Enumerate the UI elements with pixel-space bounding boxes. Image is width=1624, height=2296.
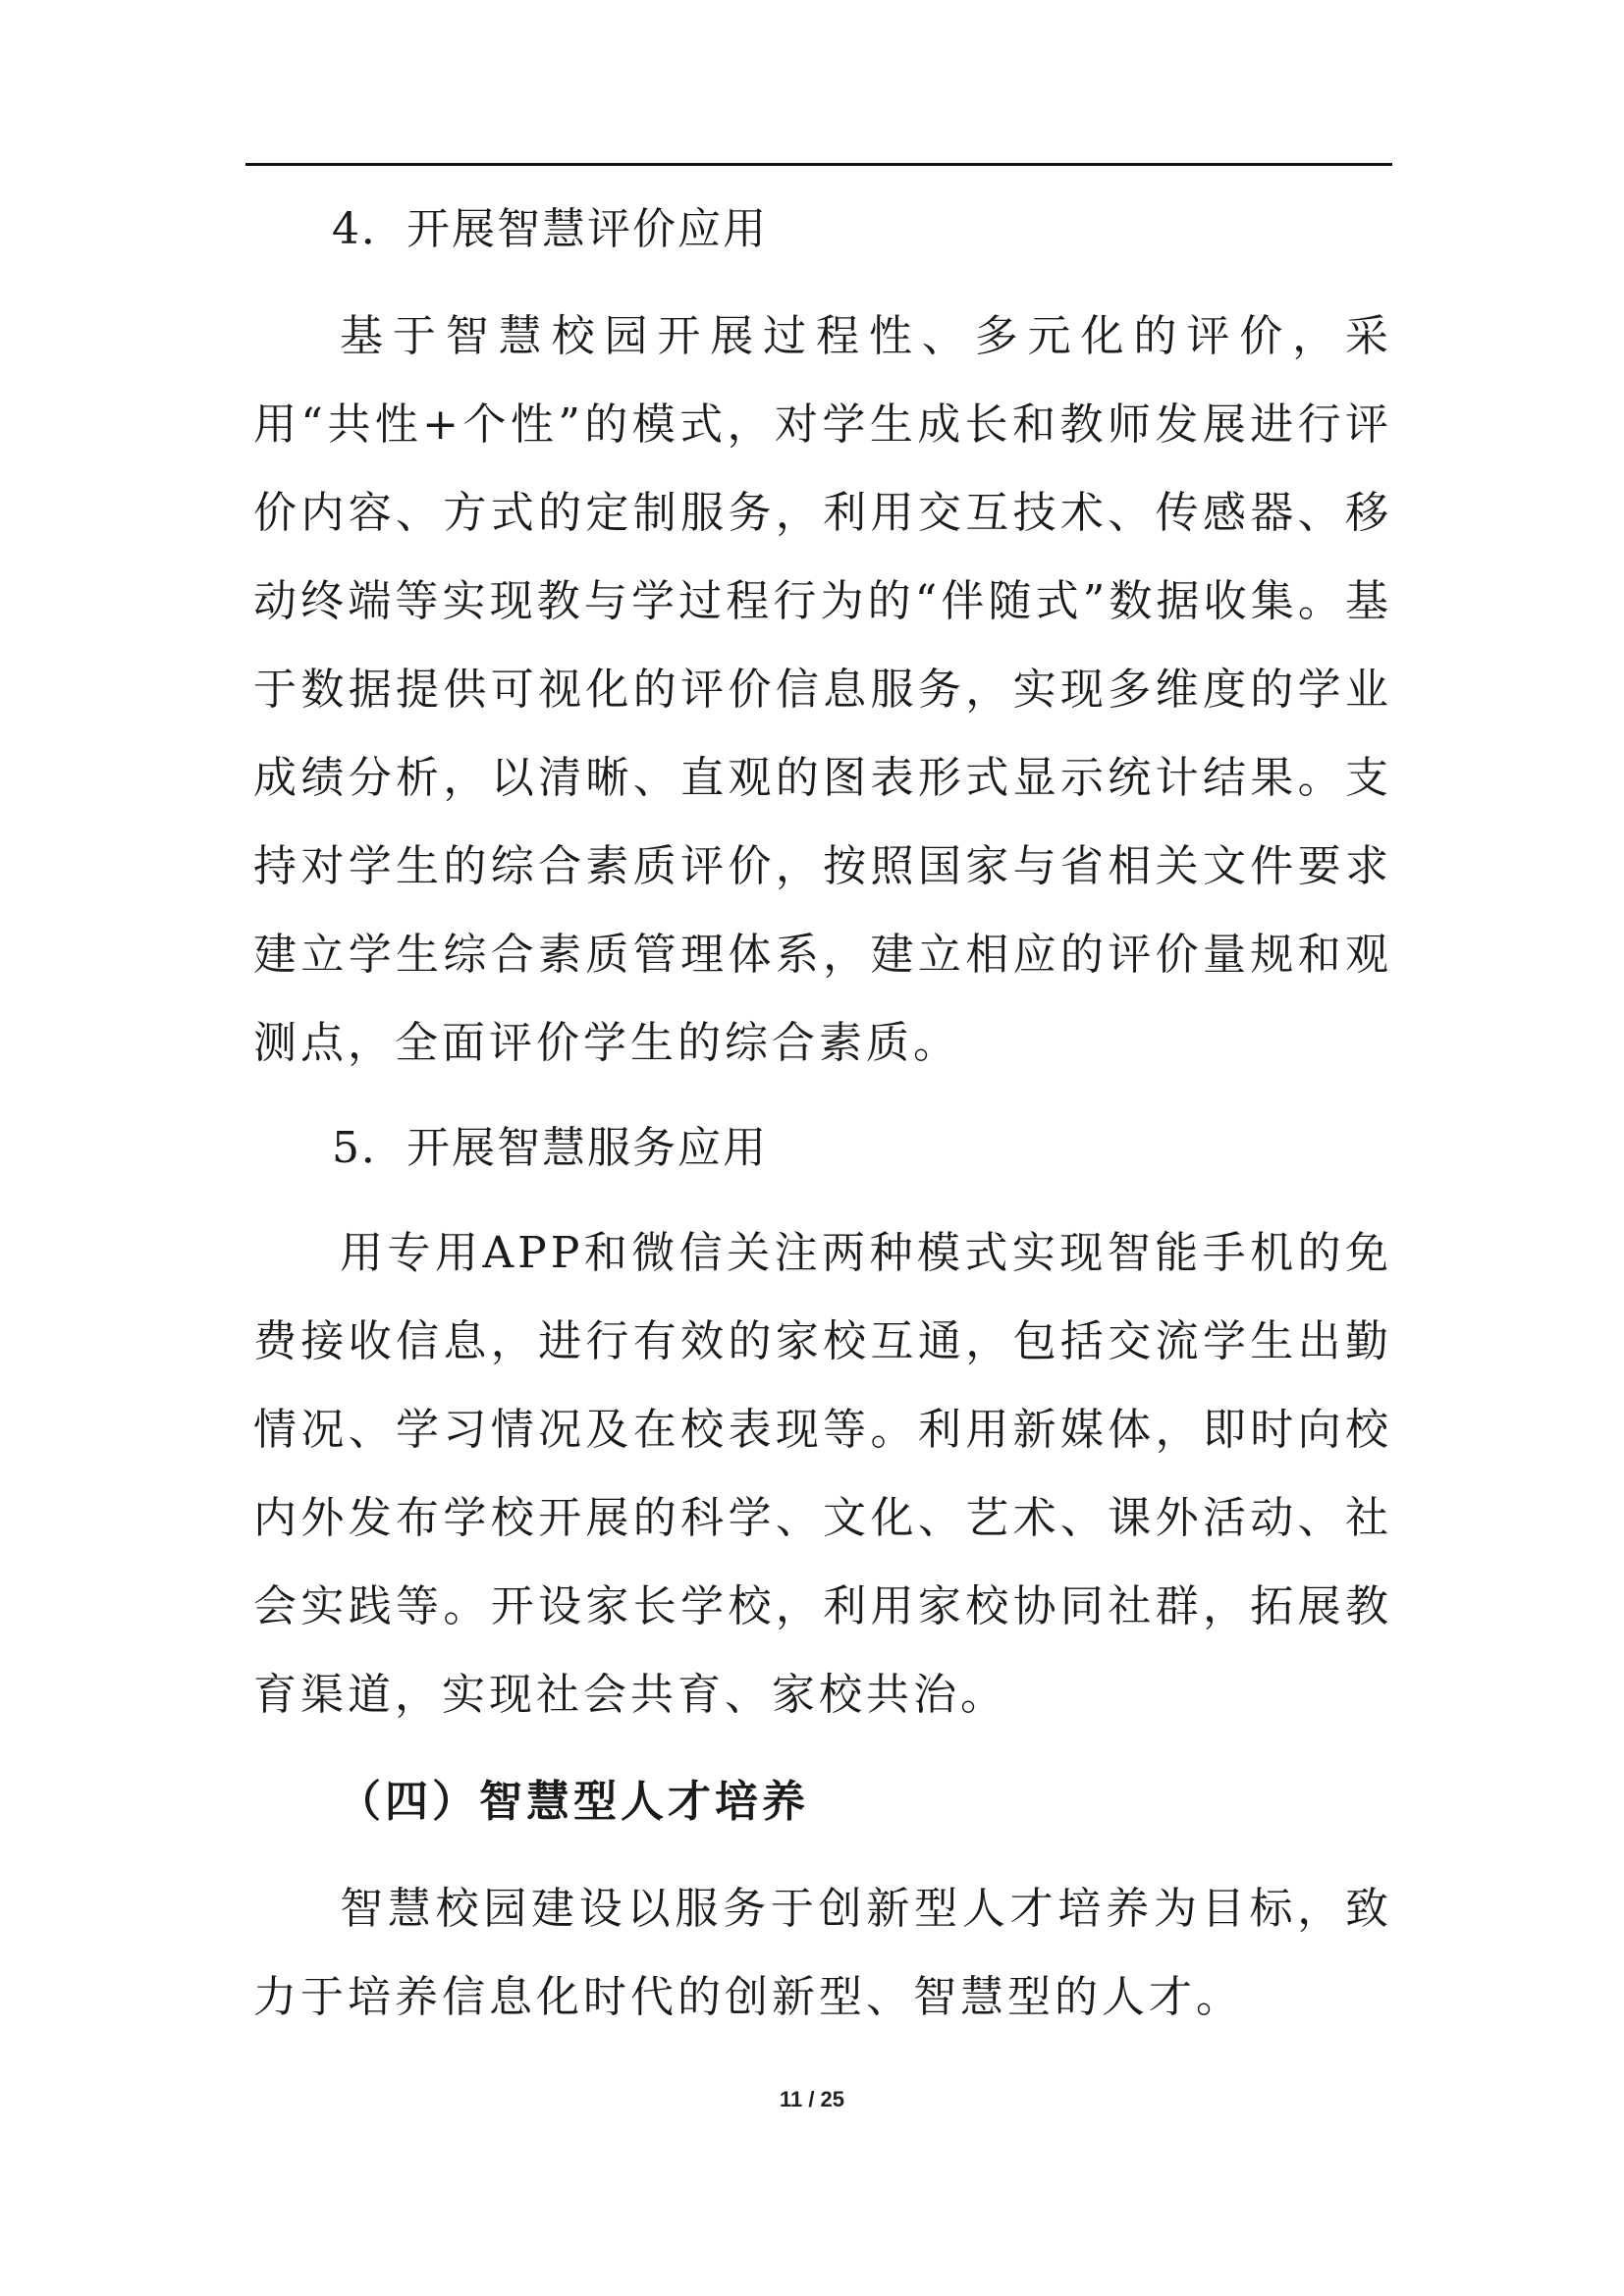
header-rule — [245, 163, 1392, 166]
page-number: 11 / 25 — [779, 2087, 845, 2111]
heading-talent-cultivation: （四）智慧型人才培养 — [338, 1777, 809, 1827]
document-body — [253, 202, 1392, 2042]
paragraph-smart-evaluation: 基于智慧校园开展过程性、多元化的评价，采用“共性+个性”的模式，对学生成长和教师发展进行评价内容、方式的定制服务，利用交互技术、传感器、移动终端等实现教与学过程行为的“伴随式”数据收集。基于数据提供可视化的评价信息服务，实现多维度的学业成绩分析，以清晰、直观的图表形式显示统计结果。支持对学生的综合素质评价，按照国家与省相关文件要求建立学生综合素质管理体系，建立相应的评价量规和观测点，全面评价学生的综合素质。 — [253, 311, 1392, 1068]
heading-smart-service: 5．开展智慧服务应用 — [332, 1123, 768, 1173]
heading-smart-evaluation: 4．开展智慧评价应用 — [332, 204, 768, 254]
paragraph-smart-service: 用专用APP和微信关注两种模式实现智能手机的免费接收信息，进行有效的家校互通，包括交流学生出勤情况、学习情况及在校表现等。利用新媒体，即时向校内外发布学校开展的科学、文化、艺术、课外活动、社会实践等。开设家长学校，利用家校协同社群，拓展教育渠道，实现社会共育、家校共治。 — [253, 1228, 1392, 1720]
paragraph-talent-cultivation: 智慧校园建设以服务于创新型人才培养为目标，致力于培养信息化时代的创新型、智慧型的人才。 — [253, 1884, 1392, 2022]
